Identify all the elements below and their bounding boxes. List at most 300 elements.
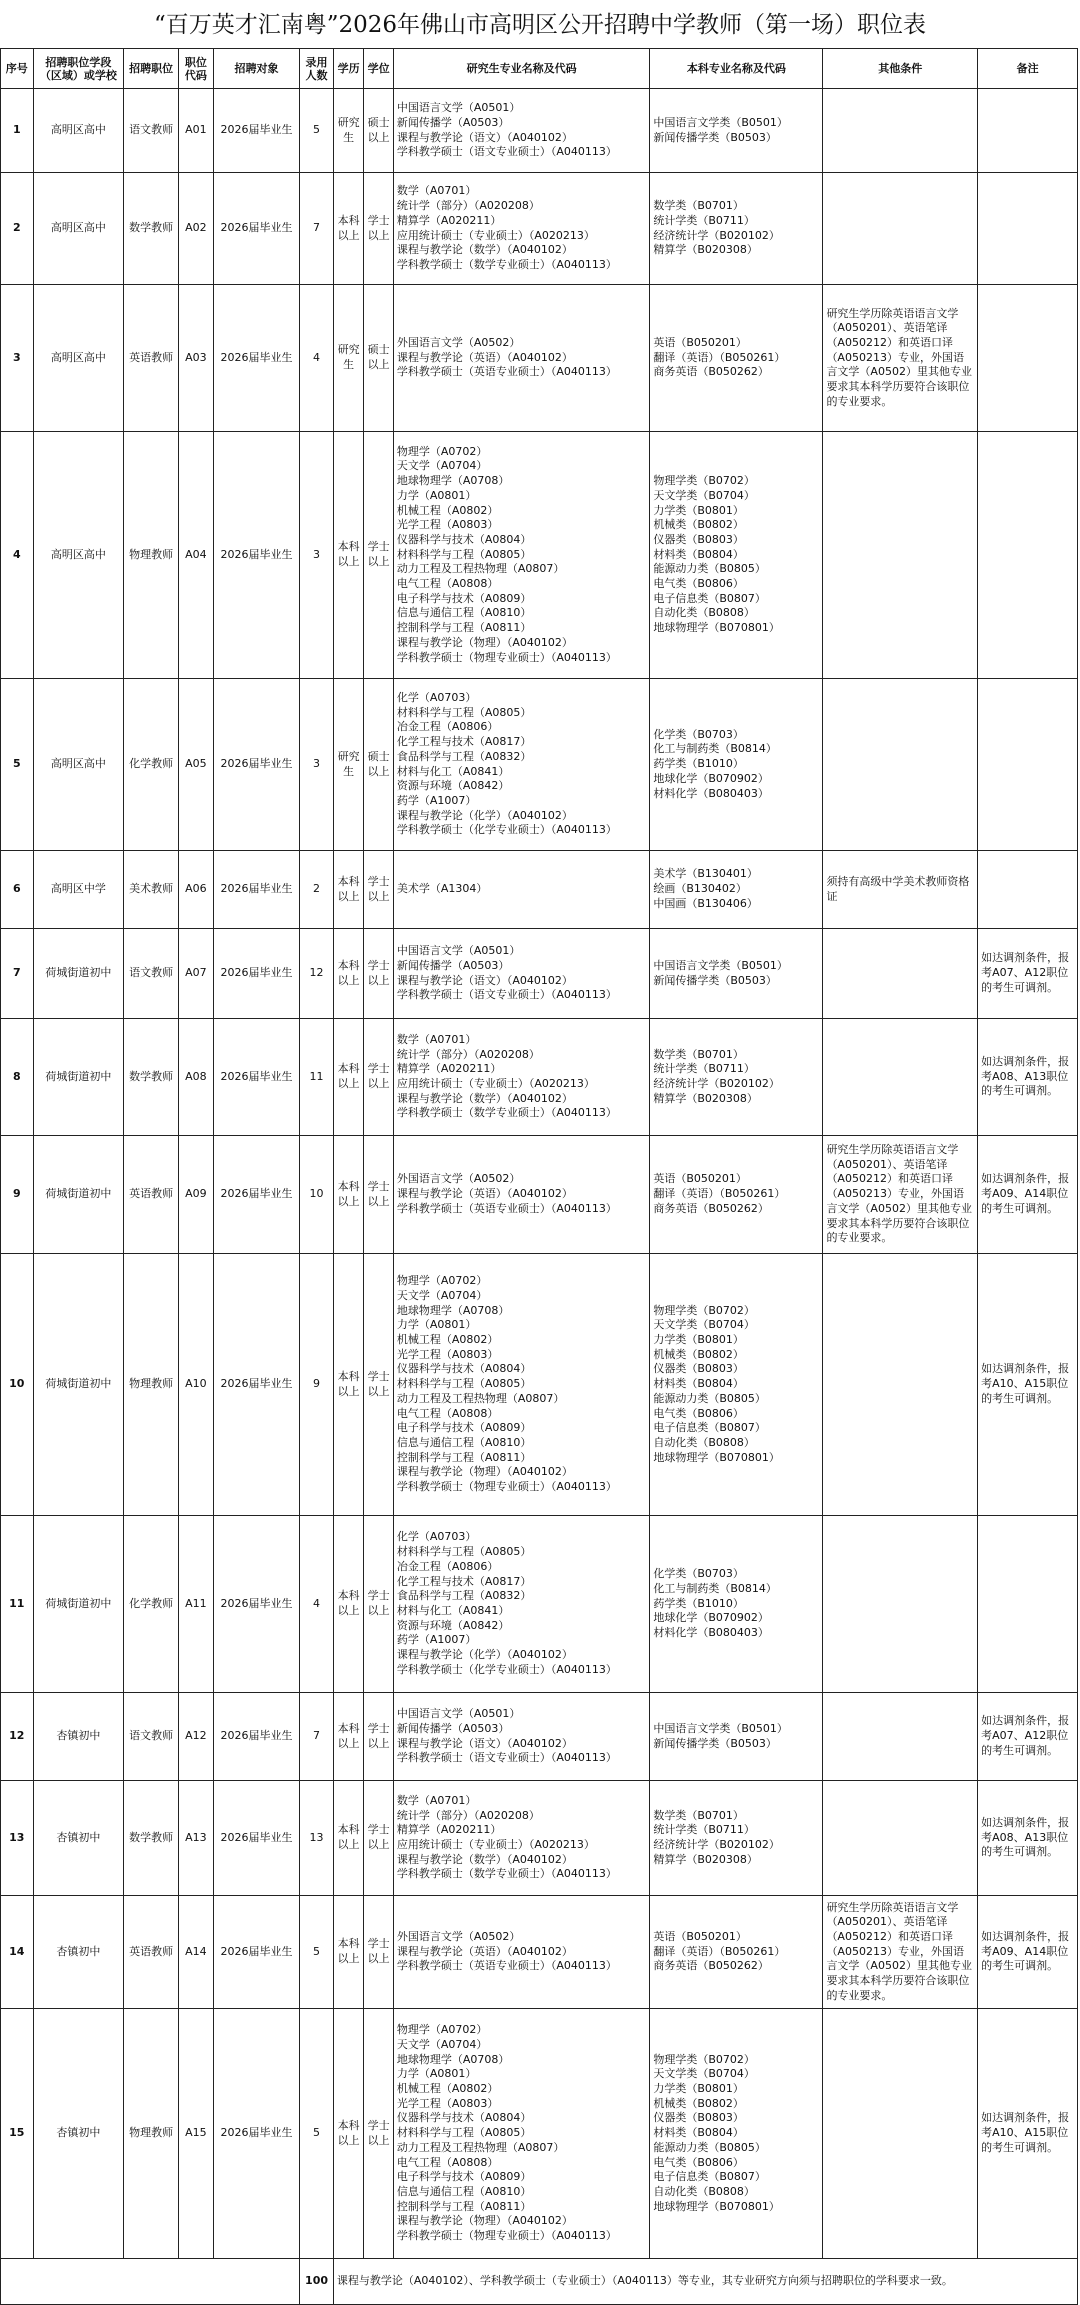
major-item: 食品科学与工程（A0832） — [396, 1589, 532, 1603]
note-cell: 如达调剂条件，报考A10、A15职位的考生可调剂。 — [978, 1254, 1078, 1516]
major-item: 学科教学硕士（数学专业硕士）（A040113） — [396, 257, 617, 271]
col-header-post: 招聘职位 — [124, 49, 179, 89]
degree-cell: 学士以上 — [364, 1781, 394, 1896]
post-cell: 英语教师 — [124, 1896, 179, 2009]
ug-majors-cell — [650, 432, 823, 679]
major-item: 材料与化工（A0841） — [396, 1604, 510, 1617]
unit-cell: 荷城街道初中 — [33, 1516, 124, 1693]
table-row — [1, 1019, 1078, 1136]
job-table — [0, 48, 1078, 2305]
unit-cell: 高明区中学 — [33, 851, 124, 929]
col-header-code: 职位代码 — [179, 49, 214, 89]
note-cell: 如达调剂条件，报考A07、A12职位的考生可调剂。 — [978, 1693, 1078, 1781]
row-index: 2 — [1, 173, 34, 285]
education-cell: 本科以上 — [333, 1136, 364, 1254]
table-row — [1, 929, 1078, 1019]
grad-majors-cell — [393, 173, 650, 285]
row-index: 3 — [1, 285, 34, 432]
major-item: 仪器科学与技术（A0804） — [396, 532, 532, 546]
degree-cell: 学士以上 — [364, 1254, 394, 1516]
major-item: 地球化学（B070902） — [653, 1611, 769, 1625]
grad-majors-cell — [393, 1136, 650, 1254]
other-conditions-cell — [823, 929, 978, 1019]
col-header-other: 其他条件 — [823, 49, 978, 89]
major-item: 仪器类（B0803） — [653, 2111, 744, 2125]
major-item: 精算学（B020308） — [653, 1852, 758, 1866]
major-item: 统计学（部分）（A020208） — [396, 1808, 540, 1822]
row-index: 15 — [1, 2009, 34, 2259]
major-item: 地球物理学（B070801） — [653, 1450, 780, 1464]
post-cell: 物理教师 — [124, 2009, 179, 2259]
education-cell: 研究生 — [333, 679, 364, 851]
table-row — [1, 2009, 1078, 2259]
ug-majors-cell — [650, 1781, 823, 1896]
degree-cell: 硕士以上 — [364, 285, 394, 432]
major-item: 信息与通信工程（A0810） — [396, 606, 532, 620]
target-cell: 2026届毕业生 — [213, 285, 300, 432]
major-item: 课程与教学论（数学）（A040102） — [396, 1091, 573, 1105]
row-index: 1 — [1, 89, 34, 173]
other-conditions-cell — [823, 173, 978, 285]
unit-cell: 杏镇初中 — [33, 1781, 124, 1896]
other-conditions-cell: 研究生学历除英语语言文学（A050201）、英语笔译（A050212）和英语口译（A050213）专业，外国语言文学（A0502）里其他专业要求其本科学历要符合该职位的专业要求。 — [823, 1136, 978, 1254]
major-item: 英语（B050201） — [653, 335, 747, 349]
major-item: 新闻传播学类（B0503） — [653, 973, 777, 987]
major-item: 新闻传播学（A0503） — [396, 1721, 510, 1735]
major-item: 力学（A0801） — [396, 1318, 477, 1332]
count-cell: 9 — [300, 1254, 334, 1516]
major-item: 电气工程（A0808） — [396, 577, 499, 591]
table-row — [1, 432, 1078, 679]
education-cell: 本科以上 — [333, 1019, 364, 1136]
code-cell: A10 — [179, 1254, 214, 1516]
major-item: 机械工程（A0802） — [396, 503, 499, 517]
major-item: 物理学（A0702） — [396, 1274, 488, 1288]
major-item: 电子科学与技术（A0809） — [396, 591, 532, 605]
other-conditions-cell: 须持有高级中学美术教师资格证 — [823, 851, 978, 929]
major-item: 力学（A0801） — [396, 488, 477, 502]
major-item: 学科教学硕士（物理专业硕士）（A040113） — [396, 1480, 617, 1494]
major-item: 数学（A0701） — [396, 184, 477, 198]
target-cell: 2026届毕业生 — [213, 2009, 300, 2259]
major-item: 电气类（B0806） — [653, 2155, 744, 2169]
target-cell: 2026届毕业生 — [213, 929, 300, 1019]
major-item: 药学（A1007） — [396, 1633, 477, 1647]
col-header-degree: 学位 — [364, 49, 394, 89]
major-item: 自动化类（B0808） — [653, 1435, 755, 1449]
code-cell: A14 — [179, 1896, 214, 2009]
count-cell: 7 — [300, 1693, 334, 1781]
major-item: 电子信息类（B0807） — [653, 591, 766, 605]
row-index: 14 — [1, 1896, 34, 2009]
major-item: 地球化学（B070902） — [653, 771, 769, 785]
col-header-note: 备注 — [978, 49, 1078, 89]
degree-cell: 学士以上 — [364, 173, 394, 285]
code-cell: A13 — [179, 1781, 214, 1896]
major-item: 药学（A1007） — [396, 793, 477, 807]
major-item: 课程与教学论（数学）（A040102） — [396, 1852, 573, 1866]
major-item: 力学（A0801） — [396, 2067, 477, 2081]
grad-majors-cell — [393, 89, 650, 173]
other-conditions-cell — [823, 2009, 978, 2259]
major-item: 地球物理学（B070801） — [653, 2199, 780, 2213]
code-cell: A09 — [179, 1136, 214, 1254]
ug-majors-cell — [650, 929, 823, 1019]
major-item: 物理学类（B0702） — [653, 474, 755, 488]
code-cell: A01 — [179, 89, 214, 173]
total-count: 100 — [300, 2259, 334, 2305]
target-cell: 2026届毕业生 — [213, 679, 300, 851]
unit-cell: 杏镇初中 — [33, 1693, 124, 1781]
major-item: 材料科学与工程（A0805） — [396, 705, 532, 719]
target-cell: 2026届毕业生 — [213, 173, 300, 285]
major-item: 材料类（B0804） — [653, 547, 744, 561]
major-item: 仪器科学与技术（A0804） — [396, 2111, 532, 2125]
major-item: 仪器类（B0803） — [653, 1362, 744, 1376]
major-item: 中国语言文学（A0501） — [396, 101, 521, 115]
count-cell: 10 — [300, 1136, 334, 1254]
unit-cell: 高明区高中 — [33, 89, 124, 173]
other-conditions-cell: 研究生学历除英语语言文学（A050201）、英语笔译（A050212）和英语口译（A050213）专业，外国语言文学（A0502）里其他专业要求其本科学历要符合该职位的专业要求。 — [823, 1896, 978, 2009]
code-cell: A02 — [179, 173, 214, 285]
major-item: 化学工程与技术（A0817） — [396, 735, 532, 749]
grad-majors-cell — [393, 929, 650, 1019]
ug-majors-cell — [650, 285, 823, 432]
major-item: 外国语言文学（A0502） — [396, 1929, 521, 1943]
major-item: 数学（A0701） — [396, 1032, 477, 1046]
post-cell: 语文教师 — [124, 929, 179, 1019]
count-cell: 3 — [300, 432, 334, 679]
code-cell: A12 — [179, 1693, 214, 1781]
other-conditions-cell — [823, 1693, 978, 1781]
education-cell: 本科以上 — [333, 432, 364, 679]
ug-majors-cell — [650, 2009, 823, 2259]
grad-majors-cell — [393, 432, 650, 679]
col-header-target: 招聘对象 — [213, 49, 300, 89]
education-cell: 研究生 — [333, 285, 364, 432]
major-item: 数学类（B0701） — [653, 199, 744, 213]
major-item: 课程与教学论（语文）（A040102） — [396, 973, 573, 987]
major-item: 新闻传播学类（B0503） — [653, 130, 777, 144]
page-title: “百万英才汇南粤”2026年佛山市高明区公开招聘中学教师（第一场）职位表 — [153, 12, 927, 38]
major-item: 翻译（英语）（B050261） — [653, 350, 786, 364]
note-cell: 如达调剂条件，报考A09、A14职位的考生可调剂。 — [978, 1896, 1078, 2009]
major-item: 材料科学与工程（A0805） — [396, 1545, 532, 1559]
note-cell: 如达调剂条件，报考A09、A14职位的考生可调剂。 — [978, 1136, 1078, 1254]
major-item: 学科教学硕士（物理专业硕士）（A040113） — [396, 650, 617, 664]
major-item: 学科教学硕士（英语专业硕士）（A040113） — [396, 1959, 617, 1973]
major-item: 能源动力类（B0805） — [653, 2140, 766, 2154]
major-item: 电气类（B0806） — [653, 577, 744, 591]
code-cell: A03 — [179, 285, 214, 432]
degree-cell: 硕士以上 — [364, 679, 394, 851]
major-item: 地球物理学（A0708） — [396, 2052, 510, 2066]
post-cell: 英语教师 — [124, 285, 179, 432]
code-cell: A04 — [179, 432, 214, 679]
major-item: 课程与教学论（语文）（A040102） — [396, 130, 573, 144]
grad-majors-cell — [393, 1019, 650, 1136]
major-item: 外国语言文学（A0502） — [396, 1172, 521, 1186]
major-item: 精算学（A020211） — [396, 213, 502, 227]
count-cell: 12 — [300, 929, 334, 1019]
other-conditions-cell — [823, 1781, 978, 1896]
major-item: 天文学（A0704） — [396, 459, 488, 473]
education-cell: 本科以上 — [333, 851, 364, 929]
major-item: 光学工程（A0803） — [396, 518, 499, 532]
major-item: 化学工程与技术（A0817） — [396, 1574, 532, 1588]
degree-cell: 学士以上 — [364, 2009, 394, 2259]
major-item: 商务英语（B050262） — [653, 1959, 769, 1973]
target-cell: 2026届毕业生 — [213, 1781, 300, 1896]
major-item: 物理学类（B0702） — [653, 2052, 755, 2066]
major-item: 精算学（A020211） — [396, 1823, 502, 1837]
major-item: 经济统计学（B020102） — [653, 228, 780, 242]
note-cell — [978, 1516, 1078, 1693]
major-item: 自动化类（B0808） — [653, 2184, 755, 2198]
row-index: 5 — [1, 679, 34, 851]
major-item: 动力工程及工程热物理（A0807） — [396, 2140, 565, 2154]
major-item: 电子信息类（B0807） — [653, 2170, 766, 2184]
major-item: 力学类（B0801） — [653, 1333, 744, 1347]
major-item: 资源与环境（A0842） — [396, 779, 510, 793]
row-index: 8 — [1, 1019, 34, 1136]
major-item: 学科教学硕士（数学专业硕士）（A040113） — [396, 1867, 617, 1881]
code-cell: A15 — [179, 2009, 214, 2259]
col-header-num: 录用人数 — [300, 49, 334, 89]
grad-majors-cell — [393, 1781, 650, 1896]
note-cell — [978, 89, 1078, 173]
major-item: 化学类（B0703） — [653, 1567, 744, 1581]
major-item: 中国语言文学类（B0501） — [653, 958, 788, 972]
major-item: 地球物理学（A0708） — [396, 1303, 510, 1317]
major-item: 资源与环境（A0842） — [396, 1618, 510, 1632]
code-cell: A08 — [179, 1019, 214, 1136]
major-item: 机械类（B0802） — [653, 518, 744, 532]
major-item: 中国画（B130406） — [653, 896, 758, 910]
unit-cell: 荷城街道初中 — [33, 929, 124, 1019]
major-item: 课程与教学论（英语）（A040102） — [396, 350, 573, 364]
major-item: 经济统计学（B020102） — [653, 1838, 780, 1851]
post-cell: 物理教师 — [124, 1254, 179, 1516]
row-index: 4 — [1, 432, 34, 679]
major-item: 统计学类（B0711） — [653, 1062, 755, 1076]
major-item: 仪器类（B0803） — [653, 532, 744, 546]
table-row — [1, 679, 1078, 851]
code-cell: A06 — [179, 851, 214, 929]
note-cell: 如达调剂条件，报考A10、A15职位的考生可调剂。 — [978, 2009, 1078, 2259]
degree-cell: 学士以上 — [364, 1136, 394, 1254]
major-item: 能源动力类（B0805） — [653, 562, 766, 576]
table-row — [1, 173, 1078, 285]
major-item: 精算学（B020308） — [653, 243, 758, 257]
major-item: 学科教学硕士（数学专业硕士）（A040113） — [396, 1106, 617, 1120]
target-cell: 2026届毕业生 — [213, 1254, 300, 1516]
count-cell: 4 — [300, 285, 334, 432]
major-item: 天文学类（B0704） — [653, 488, 755, 502]
major-item: 控制科学与工程（A0811） — [396, 621, 532, 635]
other-conditions-cell: 研究生学历除英语语言文学（A050201）、英语笔译（A050212）和英语口译（A050213）专业，外国语言文学（A0502）里其他专业要求其本科学历要符合该职位的专业要求。 — [823, 285, 978, 432]
post-cell: 语文教师 — [124, 89, 179, 173]
major-item: 光学工程（A0803） — [396, 2096, 499, 2110]
note-cell: 如达调剂条件，报考A08、A13职位的考生可调剂。 — [978, 1019, 1078, 1136]
major-item: 材料化学（B080403） — [653, 786, 769, 800]
post-cell: 化学教师 — [124, 679, 179, 851]
major-item: 新闻传播学类（B0503） — [653, 1736, 777, 1750]
ug-majors-cell — [650, 1516, 823, 1693]
major-item: 课程与教学论（化学）（A040102） — [396, 808, 573, 822]
grad-majors-cell — [393, 1516, 650, 1693]
major-item: 机械工程（A0802） — [396, 2082, 499, 2096]
target-cell: 2026届毕业生 — [213, 1019, 300, 1136]
major-item: 课程与教学论（英语）（A040102） — [396, 1187, 573, 1201]
other-conditions-cell — [823, 432, 978, 679]
count-cell: 11 — [300, 1019, 334, 1136]
degree-cell: 硕士以上 — [364, 89, 394, 173]
major-item: 仪器科学与技术（A0804） — [396, 1362, 532, 1376]
education-cell: 本科以上 — [333, 1693, 364, 1781]
major-item: 材料科学与工程（A0805） — [396, 1377, 532, 1391]
note-cell — [978, 173, 1078, 285]
major-item: 电子信息类（B0807） — [653, 1421, 766, 1435]
major-item: 数学（A0701） — [396, 1793, 477, 1807]
unit-cell: 高明区高中 — [33, 285, 124, 432]
row-index: 13 — [1, 1781, 34, 1896]
note-cell — [978, 679, 1078, 851]
major-item: 材料化学（B080403） — [653, 1626, 769, 1640]
row-index: 7 — [1, 929, 34, 1019]
table-row — [1, 1693, 1078, 1781]
major-item: 化学类（B0703） — [653, 727, 744, 741]
grad-majors-cell — [393, 1254, 650, 1516]
major-item: 翻译（英语）（B050261） — [653, 1944, 786, 1958]
code-cell: A07 — [179, 929, 214, 1019]
major-item: 课程与教学论（化学）（A040102） — [396, 1648, 573, 1662]
major-item: 物理学类（B0702） — [653, 1303, 755, 1317]
major-item: 统计学（部分）（A020208） — [396, 199, 540, 213]
target-cell: 2026届毕业生 — [213, 1516, 300, 1693]
post-cell: 语文教师 — [124, 1693, 179, 1781]
major-item: 英语（B050201） — [653, 1929, 747, 1943]
unit-cell: 荷城街道初中 — [33, 1019, 124, 1136]
education-cell: 本科以上 — [333, 929, 364, 1019]
count-cell: 5 — [300, 1896, 334, 2009]
major-item: 美术学（B130401） — [653, 867, 758, 881]
count-cell: 2 — [300, 851, 334, 929]
note-cell — [978, 285, 1078, 432]
major-item: 学科教学硕士（语文专业硕士）（A040113） — [396, 988, 617, 1002]
header-row — [1, 49, 1078, 89]
unit-cell: 高明区高中 — [33, 173, 124, 285]
table-row — [1, 851, 1078, 929]
major-item: 材料科学与工程（A0805） — [396, 2126, 532, 2140]
major-item: 统计学类（B0711） — [653, 1823, 755, 1837]
code-cell: A11 — [179, 1516, 214, 1693]
post-cell: 数学教师 — [124, 1781, 179, 1896]
grad-majors-cell — [393, 1896, 650, 2009]
major-item: 电子科学与技术（A0809） — [396, 1421, 532, 1435]
major-item: 应用统计硕士（专业硕士）（A020213） — [396, 1077, 595, 1090]
col-header-grad: 研究生专业名称及代码 — [393, 49, 650, 89]
row-index: 6 — [1, 851, 34, 929]
major-item: 化学（A0703） — [396, 690, 477, 704]
major-item: 学科教学硕士（语文专业硕士）（A040113） — [396, 1751, 617, 1765]
major-item: 动力工程及工程热物理（A0807） — [396, 562, 565, 576]
table-row — [1, 1516, 1078, 1693]
major-item: 美术学（A1304） — [396, 882, 488, 896]
education-cell: 本科以上 — [333, 2009, 364, 2259]
major-item: 学科教学硕士（英语专业硕士）（A040113） — [396, 365, 617, 379]
major-item: 统计学类（B0711） — [653, 213, 755, 227]
post-cell: 化学教师 — [124, 1516, 179, 1693]
degree-cell: 学士以上 — [364, 1693, 394, 1781]
major-item: 中国语言文学（A0501） — [396, 1707, 521, 1721]
major-item: 天文学类（B0704） — [653, 1318, 755, 1332]
code-cell: A05 — [179, 679, 214, 851]
major-item: 课程与教学论（数学）（A040102） — [396, 243, 573, 257]
major-item: 商务英语（B050262） — [653, 365, 769, 379]
ug-majors-cell — [650, 1693, 823, 1781]
education-cell: 本科以上 — [333, 1781, 364, 1896]
ug-majors-cell — [650, 1254, 823, 1516]
col-header-edu: 学历 — [333, 49, 364, 89]
major-item: 材料类（B0804） — [653, 1377, 744, 1391]
count-cell: 13 — [300, 1781, 334, 1896]
major-item: 课程与教学论（物理）（A040102） — [396, 2214, 573, 2228]
degree-cell: 学士以上 — [364, 1896, 394, 2009]
major-item: 力学类（B0801） — [653, 2082, 744, 2096]
unit-cell: 高明区高中 — [33, 432, 124, 679]
major-item: 自动化类（B0808） — [653, 606, 755, 620]
degree-cell: 学士以上 — [364, 1516, 394, 1693]
grad-majors-cell — [393, 1693, 650, 1781]
table-row — [1, 1781, 1078, 1896]
grad-majors-cell — [393, 851, 650, 929]
unit-cell: 荷城街道初中 — [33, 1254, 124, 1516]
unit-cell: 荷城街道初中 — [33, 1136, 124, 1254]
education-cell: 研究生 — [333, 89, 364, 173]
post-cell: 物理教师 — [124, 432, 179, 679]
table-row — [1, 1896, 1078, 2009]
target-cell: 2026届毕业生 — [213, 89, 300, 173]
major-item: 地球物理学（A0708） — [396, 474, 510, 488]
ug-majors-cell — [650, 173, 823, 285]
major-item: 数学类（B0701） — [653, 1047, 744, 1061]
post-cell: 英语教师 — [124, 1136, 179, 1254]
major-item: 课程与教学论（语文）（A040102） — [396, 1736, 573, 1750]
other-conditions-cell — [823, 679, 978, 851]
education-cell: 本科以上 — [333, 1896, 364, 2009]
major-item: 英语（B050201） — [653, 1172, 747, 1186]
count-cell: 4 — [300, 1516, 334, 1693]
target-cell: 2026届毕业生 — [213, 432, 300, 679]
row-index: 10 — [1, 1254, 34, 1516]
table-row — [1, 1136, 1078, 1254]
major-item: 学科教学硕士（化学专业硕士）（A040113） — [396, 823, 617, 837]
major-item: 材料科学与工程（A0805） — [396, 547, 532, 561]
major-item: 新闻传播学（A0503） — [396, 115, 510, 129]
table-row — [1, 89, 1078, 173]
major-item: 化工与制药类（B0814） — [653, 742, 777, 756]
major-item: 信息与通信工程（A0810） — [396, 2184, 532, 2198]
major-item: 食品科学与工程（A0832） — [396, 749, 532, 763]
major-item: 课程与教学论（物理）（A040102） — [396, 1465, 573, 1479]
major-item: 材料类（B0804） — [653, 2126, 744, 2140]
major-item: 光学工程（A0803） — [396, 1347, 499, 1361]
major-item: 绘画（B130402） — [653, 882, 747, 896]
major-item: 翻译（英语）（B050261） — [653, 1187, 786, 1201]
major-item: 信息与通信工程（A0810） — [396, 1435, 532, 1449]
major-item: 药学类（B1010） — [653, 1596, 744, 1610]
